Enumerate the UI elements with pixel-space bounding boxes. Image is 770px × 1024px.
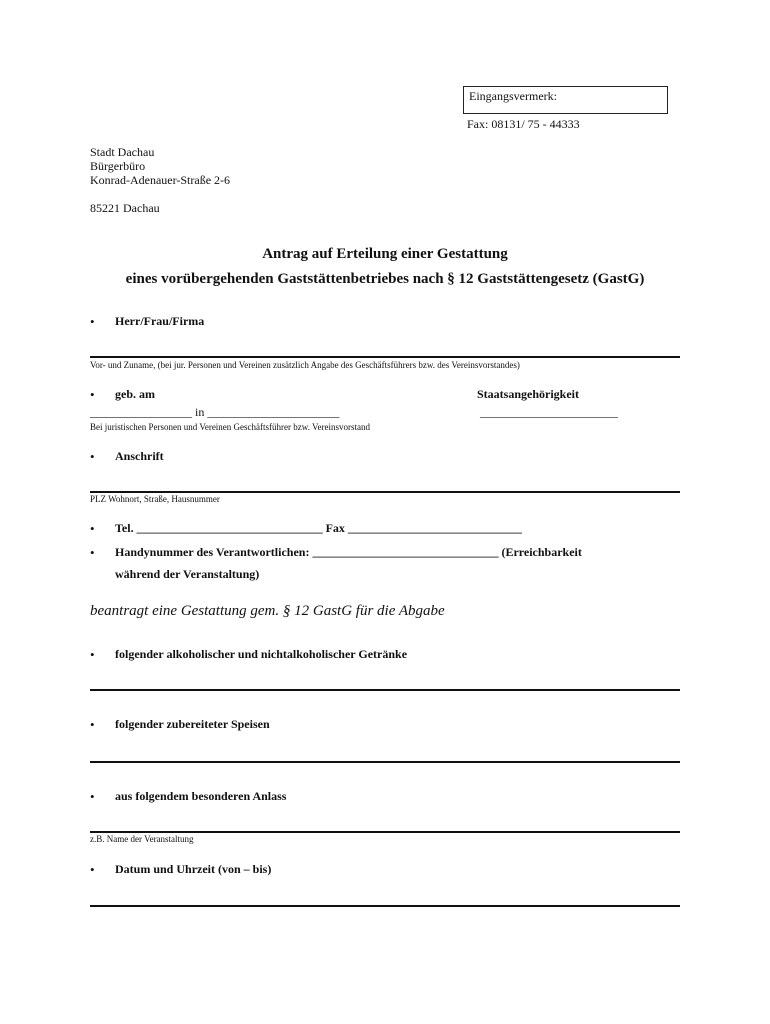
name-note: Vor- und Zuname, (bei jur. Personen und Vereinen zusätzlich Angabe des Geschäftsführers bzw. des Vereinsvorstandes) bbox=[90, 360, 520, 370]
residence-input-line[interactable] bbox=[90, 491, 680, 493]
occasion-label: aus folgendem besonderen Anlass bbox=[115, 789, 287, 803]
food-input-line[interactable] bbox=[90, 761, 680, 763]
bullet-icon: • bbox=[90, 862, 95, 877]
bullet-icon: • bbox=[90, 387, 95, 402]
name-input-line[interactable] bbox=[90, 356, 680, 358]
bullet-icon: • bbox=[90, 314, 95, 329]
bullet-icon: • bbox=[90, 789, 95, 804]
bullet-icon: • bbox=[90, 545, 95, 560]
fax-number: Fax: 08131/ 75 - 44333 bbox=[467, 117, 580, 131]
date-input-line[interactable] bbox=[90, 905, 680, 907]
nationality-label: Staatsangehörigkeit bbox=[477, 387, 579, 401]
stamp-label: Eingangsvermerk: bbox=[469, 89, 557, 103]
mobile-field[interactable]: Handynummer des Verantwortlichen: _______________________________ (Erreichbarkeit bbox=[115, 545, 582, 559]
form-title: Antrag auf Erteilung einer Gestattung bbox=[262, 246, 508, 262]
occasion-note: z.B. Name der Veranstaltung bbox=[90, 834, 194, 844]
bullet-icon: • bbox=[90, 449, 95, 464]
request-heading: beantragt eine Gestattung gem. § 12 GastG für die Abgabe bbox=[90, 603, 445, 619]
name-label: Herr/Frau/Firma bbox=[115, 314, 205, 328]
birth-blanks[interactable]: _________________ in ______________________ bbox=[90, 405, 340, 419]
drinks-input-line[interactable] bbox=[90, 689, 680, 691]
food-label: folgender zubereiteter Speisen bbox=[115, 717, 270, 731]
address-line-3: Konrad-Adenauer-Straße 2-6 bbox=[90, 173, 231, 187]
drinks-label: folgender alkoholischer und nichtalkoholischer Getränke bbox=[115, 647, 408, 661]
birth-label: geb. am bbox=[115, 387, 155, 401]
residence-note: PLZ Wohnort, Straße, Hausnummer bbox=[90, 494, 220, 504]
occasion-input-line[interactable] bbox=[90, 831, 680, 833]
incoming-stamp-box bbox=[463, 86, 668, 114]
bullet-icon: • bbox=[90, 717, 95, 732]
form-subtitle: eines vorübergehenden Gaststättenbetriebes nach § 12 Gaststättengesetz (GastG) bbox=[125, 271, 645, 287]
address-line-2: Bürgerbüro bbox=[90, 159, 146, 173]
date-label: Datum und Uhrzeit (von – bis) bbox=[115, 862, 272, 876]
mobile-field-cont: während der Veranstaltung) bbox=[115, 567, 260, 581]
birth-note: Bei juristischen Personen und Vereinen Geschäftsführer bzw. Vereinsvorstand bbox=[90, 422, 371, 432]
bullet-icon: • bbox=[90, 647, 95, 662]
nationality-blank[interactable]: _______________________ bbox=[480, 405, 618, 419]
bullet-icon: • bbox=[90, 521, 95, 536]
address-line-4: 85221 Dachau bbox=[90, 201, 160, 215]
residence-label: Anschrift bbox=[115, 449, 164, 463]
tel-fax-field[interactable]: Tel. _______________________________ Fax _____________________________ bbox=[115, 521, 522, 535]
address-line-1: Stadt Dachau bbox=[90, 145, 155, 159]
